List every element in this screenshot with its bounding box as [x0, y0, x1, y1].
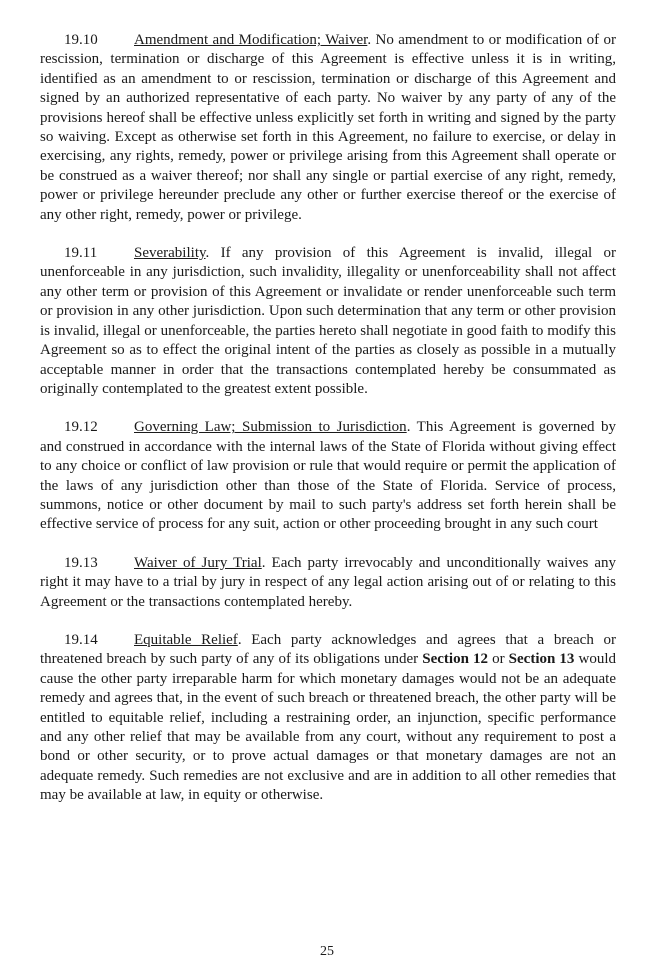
section-body: . This Agreement is governed by and construed in accordance with the internal laws of the State of Florida without giving effect to any choice or conflict of law provision or rule that would require or permit the application of the laws of any jurisdiction other than those of the State of Florida. Service of process, summons, notice or other document by mail to such party's address set forth herein shall be effective service of process for any suit, action or other proceeding brought in any such court	[40, 419, 616, 533]
section-number: 19.13	[64, 554, 98, 571]
section-body: . No amendment to or modification of or rescission, termination or discharge of this Agreement is effective unless it is in writing, identified as an amendment to or rescission, termination or discharge of this Agreement and signed by an authorized representative of each party. No waiver by any party of any of the provisions hereof shall be effective unless explicitly set forth in writing and signed by the party so waiving. Except as otherwise set forth in this Agreement, no failure to exercise, or delay in exercising, any rights, remedy, power or privilege arising from this Agreement shall operate or be construed as a waiver thereof; nor shall any single or partial exercise of any right, remedy, power or privilege hereunder preclude any other or further exercise thereof or the exercise of any other right, remedy, power or privilege.	[40, 32, 617, 223]
section-heading: Severability	[134, 245, 206, 262]
section-number: 19.12	[64, 419, 98, 436]
section-body: . Each party irrevocably and unconditionally waives any right it may have to a trial by jury in respect of any legal action arising out of or relating to this Agreement or the transactions contemplated hereby.	[40, 554, 617, 610]
page-number: 25	[320, 944, 334, 959]
section-19-11	[40, 244, 616, 399]
document-page	[40, 31, 616, 825]
section-body-part: or	[488, 651, 509, 668]
section-heading: Waiver of Jury Trial	[134, 554, 262, 571]
section-heading: Governing Law; Submission to Jurisdiction	[134, 419, 407, 436]
section-number: 19.14	[64, 631, 98, 648]
section-body: . If any provision of this Agreement is invalid, illegal or unenforceable in any jurisdiction, such invalidity, illegality or unenforceability shall not affect any other term or provision of this Agreement or invalidate or render unenforceable such term or provision in any other jurisdiction. Upon such determination that any term or other provision is invalid, illegal or unenforceable, the parties hereto shall negotiate in good faith to modify this Agreement so as to effect the original intent of the parties as closely as possible in a mutually acceptable manner in order that the transactions contemplated hereby be consummated as originally contemplated to the greatest extent possible.	[40, 245, 616, 397]
section-19-14	[40, 631, 616, 806]
section-reference: Section 13	[508, 651, 575, 668]
section-heading: Amendment and Modification; Waiver	[134, 32, 368, 48]
section-body-part: would cause the other party irreparable harm for which monetary damages would not be an adequate remedy and agrees that, in the event of such breach or threatened breach, the other party will be entitled to equitable relief, including a restraining order, an injunction, specific performance and any other relief that may be available from any court, without any requirement to post a bond or other security, or to prove actual damages or that monetary damages are not an adequate remedy. Such remedies are not exclusive and are in addition to all other remedies that may be available at law, in equity or otherwise.	[40, 651, 617, 804]
section-number: 19.11	[64, 245, 98, 262]
section-19-12	[40, 418, 616, 534]
section-19-13	[40, 554, 616, 612]
section-heading: Equitable Relief	[134, 631, 238, 648]
section-19-10	[40, 31, 616, 225]
section-number: 19.10	[64, 32, 98, 48]
section-body-part: . Each party acknowledges and agrees that a breach or threatened breach by such party of any of its obligations under	[40, 631, 616, 668]
section-reference: Section 12	[422, 651, 489, 668]
